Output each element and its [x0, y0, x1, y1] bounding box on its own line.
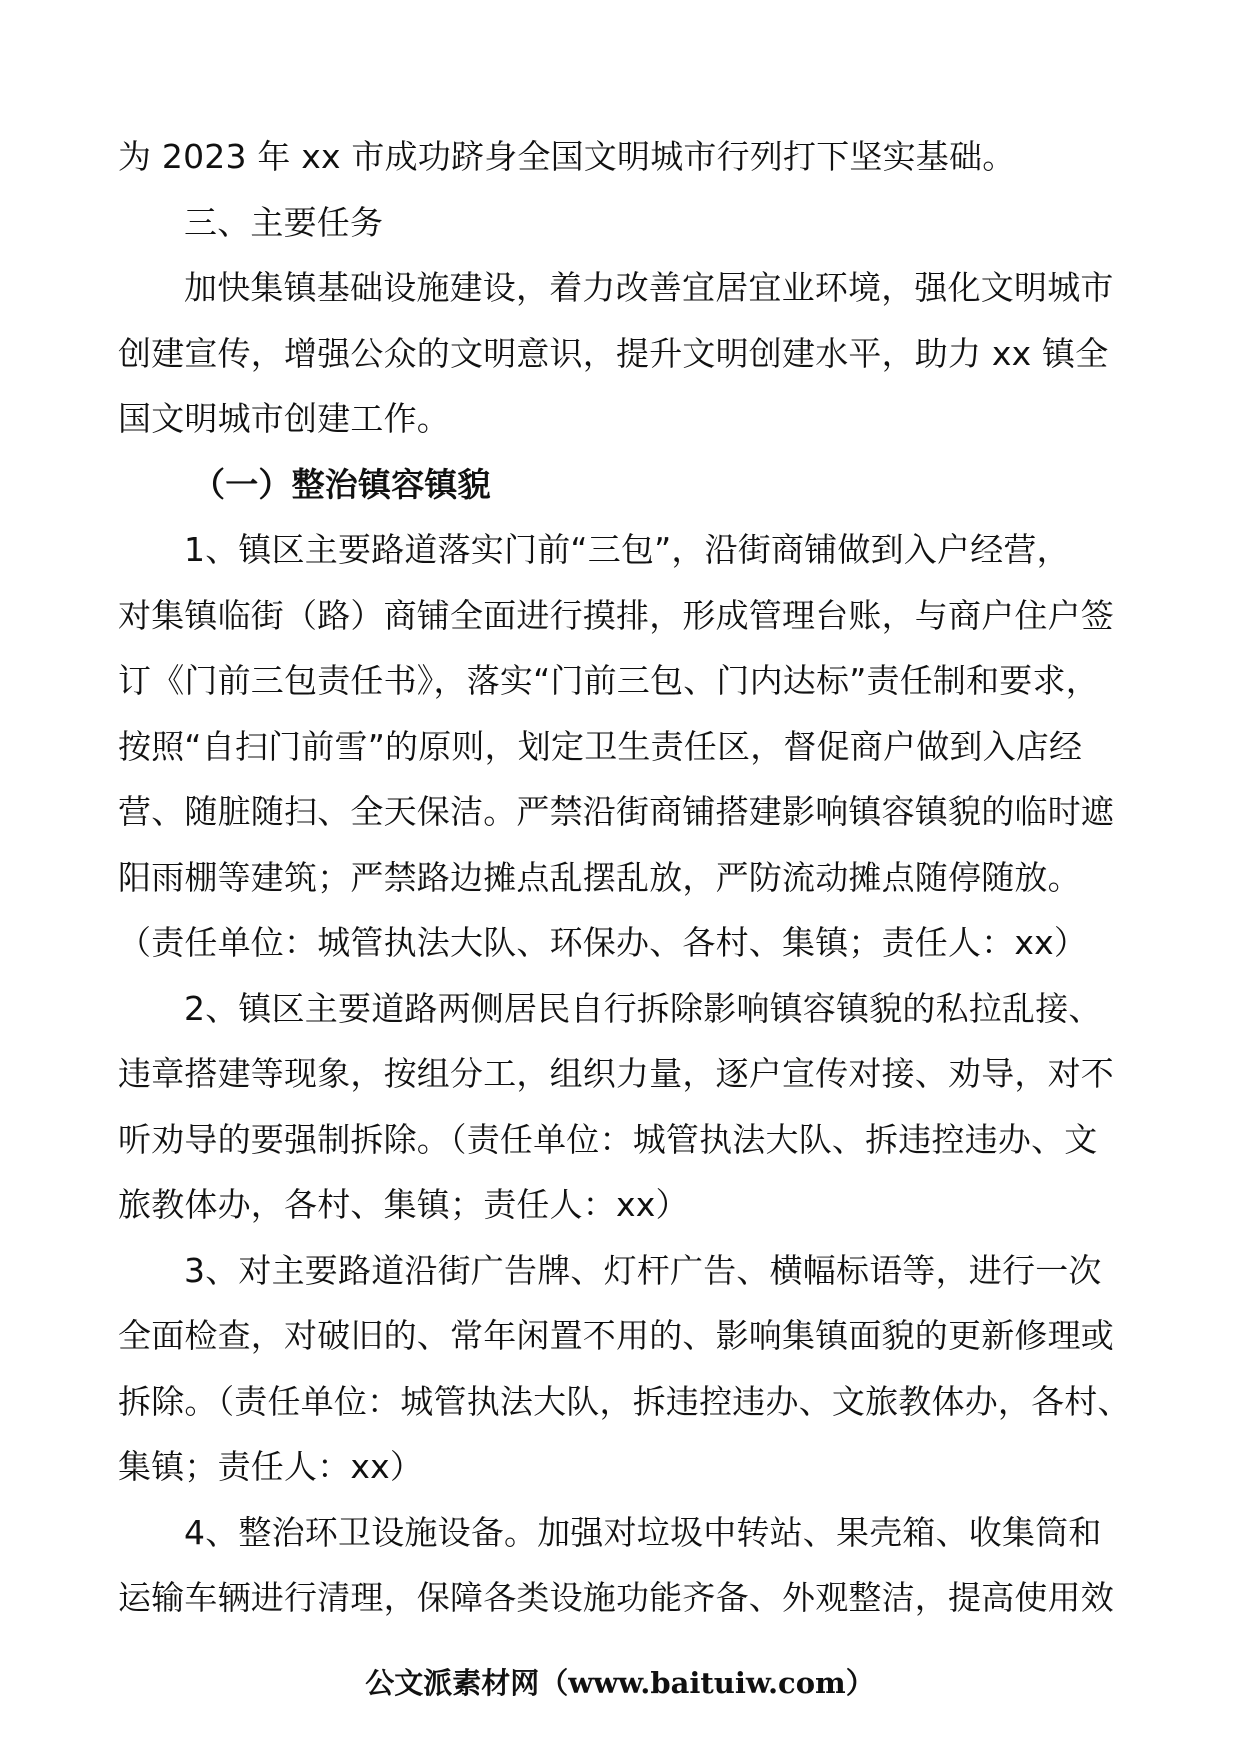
- paragraph-line: 加快集镇基础设施建设，着力改善宜居宜业环境，强化文明城市: [184, 268, 1114, 307]
- paragraph-line: 营、随脏随扫、全天保洁。严禁沿街商铺搭建影响镇容镇貌的临时遮: [118, 792, 1114, 831]
- paragraph-line: 订《门前三包责任书》，落实“门前三包、门内达标”责任制和要求，: [118, 661, 1099, 700]
- paragraph-line: 违章搭建等现象，按组分工，组织力量，逐户宣传对接、劝导，对不: [118, 1054, 1114, 1093]
- paragraph-line: 听劝导的要强制拆除。（责任单位：城管执法大队、拆违控违办、文: [118, 1119, 1098, 1159]
- paragraph-line: 4、整治环卫设施设备。加强对垃圾中转站、果壳箱、收集筒和: [184, 1512, 1102, 1552]
- paragraph-line: 阳雨棚等建筑；严禁路边摊点乱摆乱放，严防流动摊点随停随放。: [118, 857, 1081, 897]
- section-heading: 三、主要任务: [184, 202, 384, 242]
- paragraph-line: 按照“自扫门前雪”的原则，划定卫生责任区，督促商户做到入店经: [118, 726, 1083, 766]
- paragraph-line: 为 2023 年 xx 市成功跻身全国文明城市行列打下坚实基础。: [118, 137, 1016, 176]
- paragraph-line: 国文明城市创建工作。: [118, 399, 450, 438]
- footer-watermark: 公文派素材网（www.baituiw.com）: [365, 1666, 875, 1700]
- subsection-heading: （一）整治镇容镇貌: [192, 464, 491, 504]
- document-body: [118, 124, 1158, 1631]
- paragraph-line: 拆除。（责任单位：城管执法大队，拆违控违办、文旅教体办，各村、: [118, 1381, 1131, 1421]
- paragraph-line: 全面检查，对破旧的、常年闲置不用的、影响集镇面貌的更新修理或: [118, 1316, 1114, 1355]
- paragraph-line: 1、镇区主要路道落实门前“三包”，沿街商铺做到入户经营，: [184, 530, 1070, 569]
- paragraph-line: 旅教体办，各村、集镇；责任人：xx）: [118, 1185, 689, 1224]
- paragraph-line: 2、镇区主要道路两侧居民自行拆除影响镇容镇貌的私拉乱接、: [184, 988, 1102, 1028]
- paragraph-line: 对集镇临街（路）商铺全面进行摸排，形成管理台账，与商户住户签: [118, 595, 1114, 635]
- paragraph-line: （责任单位：城管执法大队、环保办、各村、集镇；责任人：xx）: [118, 923, 1088, 962]
- paragraph-line: 3、对主要路道沿街广告牌、灯杆广告、横幅标语等，进行一次: [184, 1250, 1102, 1290]
- paragraph-line: 创建宣传，增强公众的文明意识，提升文明创建水平，助力 xx 镇全: [118, 333, 1109, 373]
- paragraph-line: 运输车辆进行清理，保障各类设施功能齐备、外观整洁，提高使用效: [118, 1578, 1114, 1617]
- paragraph-line: 集镇；责任人：xx）: [118, 1447, 424, 1486]
